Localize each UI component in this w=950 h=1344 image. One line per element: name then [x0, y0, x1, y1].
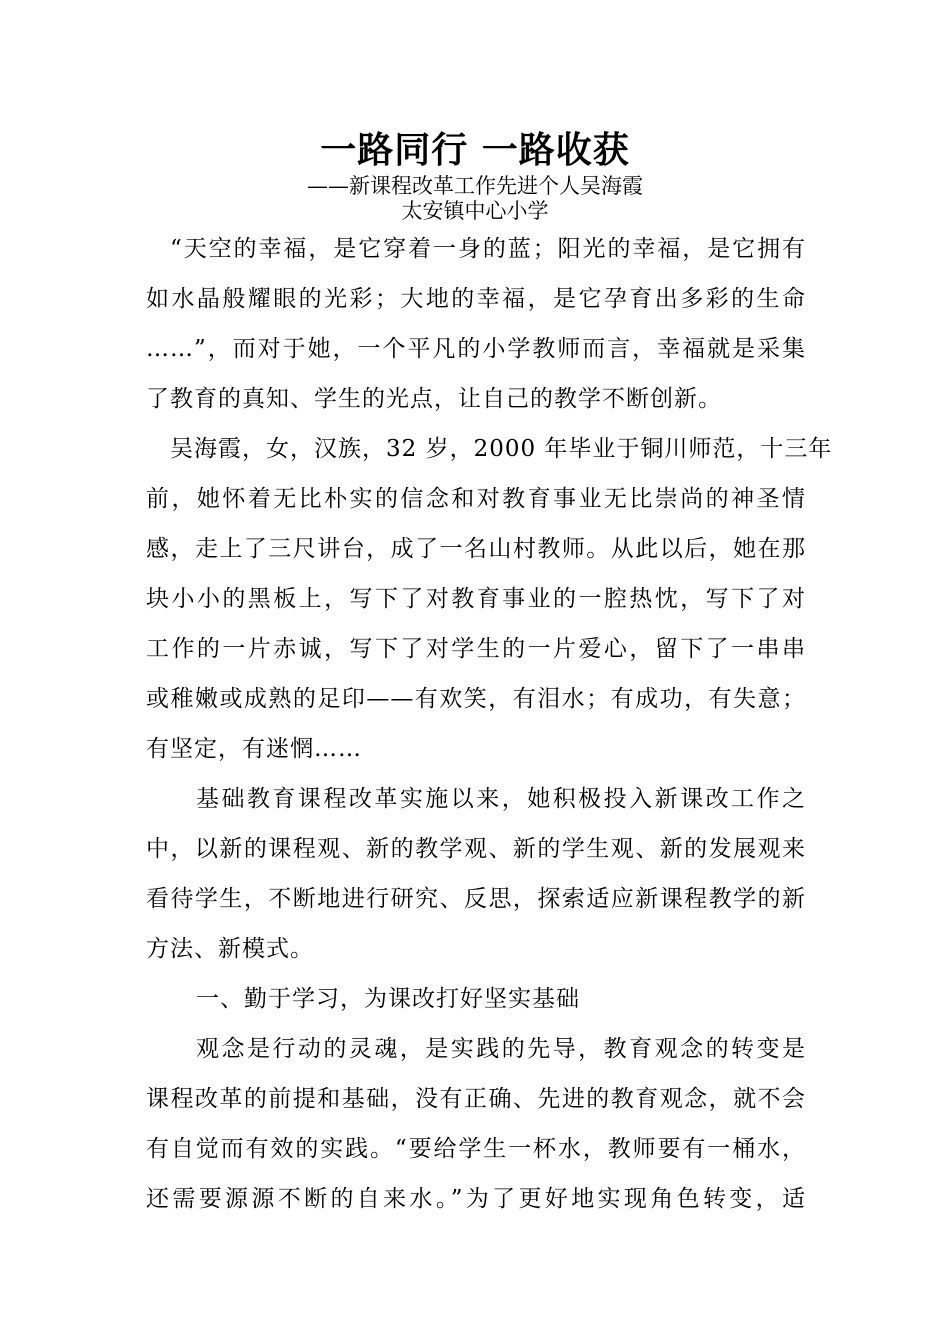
text-line: 吴海霞，女，汉族，32 岁，2000 年毕业于铜川师范，十三年 — [170, 436, 833, 462]
section-heading: 一、勤于学习，为课改打好坚实基础 — [196, 986, 580, 1012]
text-line: 中，以新的课程观、新的教学观、新的学生观、新的发展观来 — [146, 836, 806, 862]
document-title: 一路同行 一路收获 — [320, 129, 630, 171]
text-line: ……”，而对于她，一个平凡的小学教师而言，幸福就是采集 — [146, 336, 806, 362]
text-line: 块小小的黑板上，写下了对教育事业的一腔热忱，写下了对 — [146, 586, 806, 612]
text-line: “天空的幸福，是它穿着一身的蓝；阳光的幸福，是它拥有 — [170, 236, 806, 262]
text-line: 观念是行动的灵魂，是实践的先导，教育观念的转变是 — [196, 1036, 806, 1062]
text-line: 看待学生，不断地进行研究、反思，探索适应新课程教学的新 — [146, 886, 806, 912]
text-line: 基础教育课程改革实施以来，她积极投入新课改工作之 — [196, 786, 806, 812]
text-line: 有坚定，有迷惘…… — [146, 736, 362, 762]
document-subtitle: ——新课程改革工作先进个人吴海霞 — [307, 174, 643, 198]
document-school: 太安镇中心小学 — [401, 199, 549, 223]
text-line: 感，走上了三尺讲台，成了一名山村教师。从此以后，她在那 — [146, 536, 806, 562]
text-line: 有自觉而有效的实践。“要给学生一杯水，教师要有一桶水， — [146, 1136, 806, 1162]
text-line: 课程改革的前提和基础，没有正确、先进的教育观念，就不会 — [146, 1086, 806, 1112]
text-line: 如水晶般耀眼的光彩；大地的幸福，是它孕育出多彩的生命 — [146, 286, 806, 312]
text-line: 工作的一片赤诚，写下了对学生的一片爱心，留下了一串串 — [146, 636, 806, 662]
text-line: 了教育的真知、学生的光点，让自己的教学不断创新。 — [146, 386, 722, 412]
text-line: 还需要源源不断的自来水。”为了更好地实现角色转变，适 — [146, 1186, 806, 1212]
text-line: 方法、新模式。 — [146, 936, 314, 962]
text-line: 前，她怀着无比朴实的信念和对教育事业无比崇尚的神圣情 — [146, 486, 806, 512]
text-line: 或稚嫩或成熟的足印——有欢笑，有泪水；有成功，有失意； — [146, 686, 806, 712]
